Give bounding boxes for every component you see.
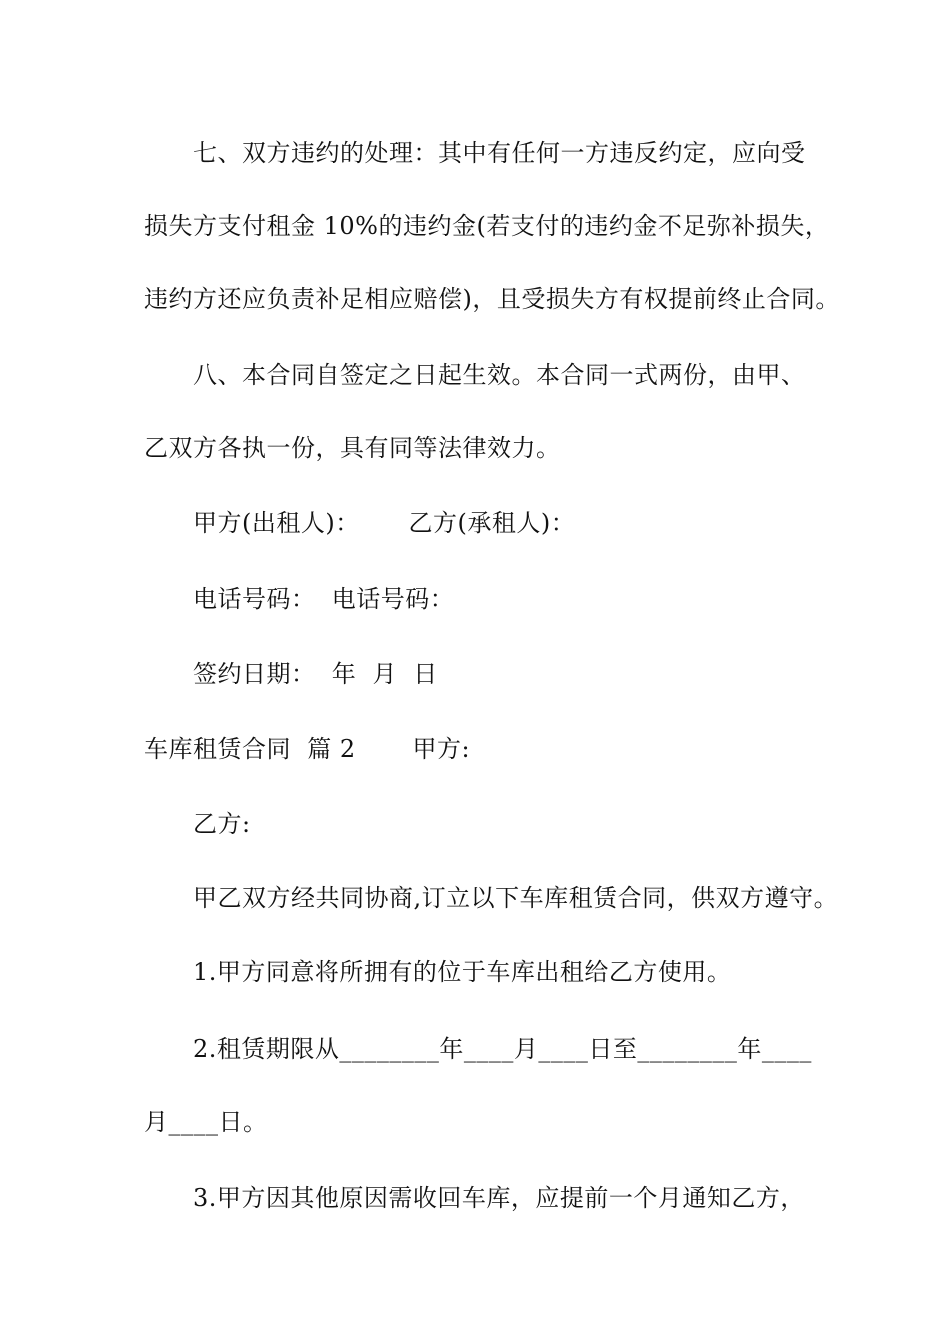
contract-2-clause-1: 1.甲方同意将所拥有的位于车库出租给乙方使用。 <box>193 958 732 986</box>
contract-2-intro: 甲乙双方经共同协商,订立以下车库租赁合同，供双方遵守。 <box>193 884 839 912</box>
contract-2-clause-2-line-1: 2.租赁期限从________年____月____日至________年____ <box>193 1035 812 1063</box>
signature-parties: 甲方(出租人)： 乙方(承租人)： <box>193 509 576 537</box>
contract-2-clause-2-line-2: 月____日。 <box>144 1108 268 1136</box>
contract-2-heading: 车库租赁合同 篇 2 甲方: <box>144 735 471 763</box>
clause-8-line-1: 八、本合同自签定之日起生效。本合同一式两份，由甲、 <box>193 361 806 389</box>
signing-date: 签约日期： 年 月 日 <box>193 660 438 688</box>
clause-7-line-1: 七、双方违约的处理：其中有任何一方违反约定，应向受 <box>193 139 806 167</box>
clause-8-line-2: 乙双方各执一份，具有同等法律效力。 <box>144 434 561 462</box>
clause-7-line-2: 损失方支付租金 10%的违约金(若支付的违约金不足弥补损失， <box>144 212 830 240</box>
clause-7-line-3: 违约方还应负责补足相应赔偿)，且受损失方有权提前终止合同。 <box>144 285 840 313</box>
party-b-label: 乙方: <box>193 810 251 838</box>
contract-2-clause-3: 3.甲方因其他原因需收回车库，应提前一个月通知乙方， <box>193 1184 805 1212</box>
phone-numbers: 电话号码： 电话号码： <box>193 585 455 613</box>
